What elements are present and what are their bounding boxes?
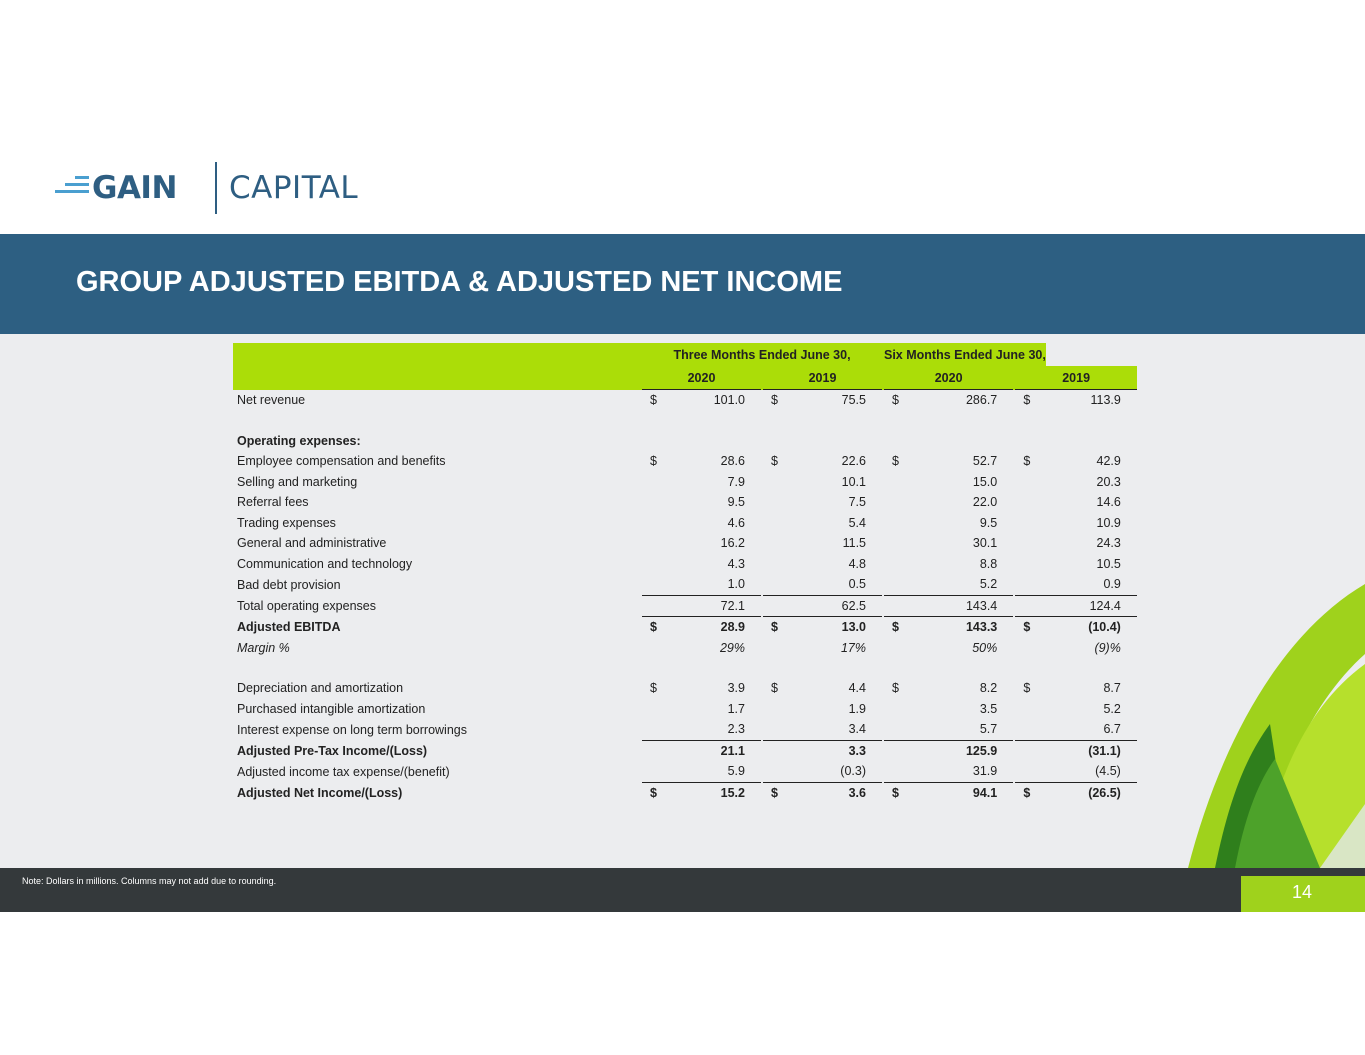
currency-symbol — [1015, 719, 1045, 740]
value-cell: 10.9 — [1096, 515, 1121, 530]
currency-symbol — [1015, 554, 1045, 575]
value-cell: 5.4 — [848, 515, 866, 530]
row-label: Selling and marketing — [237, 474, 358, 489]
currency-symbol — [884, 719, 914, 740]
currency-symbol: $ — [650, 681, 657, 696]
currency-symbol — [763, 472, 791, 493]
table-body — [233, 390, 1137, 804]
value-cell: (26.5) — [1088, 785, 1121, 800]
value-cell: 28.6 — [720, 454, 745, 469]
currency-symbol: $ — [771, 454, 778, 469]
currency-symbol — [1015, 638, 1045, 659]
value-cell: 1.9 — [848, 701, 866, 716]
currency-symbol: $ — [892, 393, 899, 408]
value-cell: 50% — [972, 640, 998, 655]
currency-symbol: $ — [1023, 620, 1031, 635]
currency-symbol — [1015, 595, 1045, 617]
value-cell: 8.8 — [979, 556, 998, 571]
currency-symbol — [1015, 699, 1045, 720]
currency-symbol: $ — [1023, 785, 1031, 800]
currency-symbol: $ — [650, 785, 657, 800]
table-row — [233, 390, 1137, 411]
row-label: Operating expenses: — [237, 433, 361, 448]
year-header: 2020 — [884, 366, 1013, 390]
spacer-row — [233, 411, 1137, 431]
currency-symbol — [1015, 431, 1045, 452]
value-cell: 5.7 — [914, 719, 1013, 740]
row-label: Margin % — [237, 640, 290, 655]
value-cell: 143.3 — [965, 620, 998, 635]
currency-symbol: $ — [771, 681, 778, 696]
currency-symbol — [642, 492, 670, 513]
value-cell: (4.5) — [1046, 761, 1137, 782]
row-label: Adjusted Pre-Tax Income/(Loss) — [237, 743, 428, 758]
value-cell: 3.3 — [848, 743, 866, 758]
value-cell: (10.4) — [1088, 620, 1121, 635]
table-row — [233, 574, 1137, 595]
currency-symbol — [642, 595, 670, 617]
currency-symbol: $ — [892, 620, 899, 635]
row-label: Employee compensation and benefits — [237, 454, 446, 469]
period-header-six-months: Six Months Ended June 30, — [884, 343, 1046, 366]
value-cell: 5.2 — [1103, 701, 1121, 716]
currency-symbol — [763, 638, 791, 659]
table-row — [233, 513, 1137, 534]
currency-symbol — [1015, 740, 1045, 761]
currency-symbol — [763, 574, 791, 595]
period-header-three-months: Three Months Ended June 30, — [642, 343, 882, 366]
page-title: GROUP ADJUSTED EBITDA & ADJUSTED NET INCOME — [76, 266, 843, 298]
value-cell: 4.4 — [848, 681, 866, 696]
value-cell: 3.6 — [848, 785, 866, 800]
currency-symbol — [763, 761, 791, 782]
currency-symbol — [763, 533, 791, 554]
value-cell: 8.2 — [979, 681, 998, 696]
value-cell: 8.7 — [1103, 681, 1121, 696]
value-cell: 15.0 — [972, 474, 998, 489]
page-number: 14 — [1292, 882, 1313, 902]
slide-header — [0, 144, 1365, 234]
value-cell: 113.9 — [1090, 393, 1121, 408]
value-cell: 125.9 — [965, 743, 998, 758]
footnote: Note: Dollars in millions. Columns may not add due to rounding. — [22, 876, 277, 886]
table-row — [233, 740, 1137, 761]
row-label: Depreciation and amortization — [237, 681, 404, 696]
value-cell: 24.3 — [1096, 536, 1121, 551]
value-cell: (9)% — [1094, 640, 1121, 655]
value-cell: 9.5 — [727, 495, 745, 510]
currency-symbol: $ — [892, 454, 899, 469]
currency-symbol — [763, 719, 791, 740]
value-cell: 7.9 — [727, 474, 745, 489]
table-row — [233, 699, 1137, 720]
table-header-years — [233, 366, 1137, 390]
currency-symbol: $ — [771, 620, 778, 635]
currency-symbol — [884, 472, 914, 493]
value-cell: 31.9 — [914, 761, 1013, 782]
row-label: Referral fees — [237, 495, 309, 510]
value-cell — [791, 431, 882, 452]
value-cell: 6.7 — [1046, 719, 1137, 740]
table-row — [233, 638, 1137, 659]
value-cell: 9.5 — [979, 515, 998, 530]
value-cell: 22.0 — [972, 495, 998, 510]
logo-divider — [215, 162, 217, 214]
value-cell: (31.1) — [1088, 743, 1121, 758]
value-cell: 42.9 — [1096, 454, 1121, 469]
row-label: Bad debt provision — [237, 577, 341, 592]
currency-symbol — [763, 699, 791, 720]
value-cell: 17% — [840, 640, 866, 655]
value-cell: 29% — [719, 640, 745, 655]
currency-symbol — [642, 554, 670, 575]
value-cell: 7.5 — [848, 495, 866, 510]
row-label: Interest expense on long term borrowings — [237, 722, 467, 737]
currency-symbol — [1015, 574, 1045, 595]
table-row — [233, 451, 1137, 472]
slide — [0, 144, 1365, 912]
table-header-periods — [233, 343, 1137, 366]
value-cell: 286.7 — [965, 393, 998, 408]
table-row — [233, 761, 1137, 782]
value-cell: 62.5 — [791, 595, 882, 617]
table-row — [233, 554, 1137, 575]
value-cell: 124.4 — [1046, 595, 1137, 617]
currency-symbol — [1015, 533, 1045, 554]
currency-symbol: $ — [892, 785, 899, 800]
currency-symbol: $ — [650, 454, 657, 469]
value-cell — [914, 431, 1013, 452]
currency-symbol — [763, 554, 791, 575]
currency-symbol — [884, 638, 914, 659]
currency-symbol: $ — [1023, 393, 1031, 408]
value-cell: 10.5 — [1096, 556, 1121, 571]
currency-symbol — [763, 595, 791, 617]
currency-symbol — [884, 574, 914, 595]
currency-symbol — [642, 574, 670, 595]
row-label: Total operating expenses — [237, 598, 376, 613]
currency-symbol — [763, 431, 791, 452]
currency-symbol — [763, 740, 791, 761]
table-row — [233, 431, 1137, 452]
value-cell: 14.6 — [1096, 495, 1121, 510]
currency-symbol — [642, 431, 670, 452]
currency-symbol — [884, 595, 914, 617]
title-bar — [0, 234, 1365, 334]
year-header: 2020 — [642, 366, 761, 390]
currency-symbol — [763, 513, 791, 534]
currency-symbol — [642, 740, 670, 761]
currency-symbol: $ — [892, 681, 899, 696]
value-cell: 5.9 — [670, 761, 761, 782]
gain-capital-logo — [55, 162, 415, 214]
value-cell: 72.1 — [670, 595, 761, 617]
logo-bars-icon — [55, 176, 89, 200]
currency-symbol — [642, 699, 670, 720]
value-cell: 3.9 — [727, 681, 745, 696]
currency-symbol — [884, 492, 914, 513]
currency-symbol — [1015, 761, 1045, 782]
value-cell: 4.6 — [727, 515, 745, 530]
value-cell: 21.1 — [720, 743, 745, 758]
value-cell: 94.1 — [972, 785, 998, 800]
value-cell: 4.3 — [727, 556, 745, 571]
financial-table — [233, 343, 1137, 803]
value-cell — [1046, 431, 1137, 452]
value-cell: 1.0 — [670, 574, 761, 595]
value-cell: 5.2 — [914, 574, 1013, 595]
value-cell: 28.9 — [720, 620, 745, 635]
currency-symbol: $ — [771, 393, 778, 408]
row-label: Purchased intangible amortization — [237, 701, 426, 716]
table-row — [233, 617, 1137, 638]
value-cell: 10.1 — [841, 474, 866, 489]
value-cell: 11.5 — [842, 536, 866, 551]
value-cell: 3.5 — [979, 701, 998, 716]
currency-symbol — [884, 431, 914, 452]
value-cell: 30.1 — [972, 536, 998, 551]
value-cell: 75.5 — [841, 393, 866, 408]
currency-symbol — [642, 513, 670, 534]
currency-symbol — [884, 513, 914, 534]
value-cell — [670, 431, 761, 452]
currency-symbol — [642, 638, 670, 659]
table-row — [233, 678, 1137, 699]
currency-symbol: $ — [771, 785, 778, 800]
decorative-arc-graphic — [1160, 544, 1365, 868]
value-cell: 4.8 — [848, 556, 866, 571]
row-label: Adjusted EBITDA — [237, 620, 341, 634]
value-cell: 13.0 — [841, 620, 866, 635]
currency-symbol: $ — [650, 620, 657, 635]
logo-capital-text: CAPITAL — [229, 170, 359, 206]
page-number-badge — [1241, 876, 1365, 912]
row-label: Trading expenses — [237, 515, 336, 530]
currency-symbol: $ — [1023, 681, 1031, 696]
currency-symbol — [1015, 472, 1045, 493]
value-cell: 0.9 — [1046, 574, 1137, 595]
table-row — [233, 492, 1137, 513]
value-cell: 143.4 — [914, 595, 1013, 617]
table-row — [233, 595, 1137, 617]
currency-symbol — [1015, 492, 1045, 513]
value-cell: 0.5 — [791, 574, 882, 595]
value-cell: (0.3) — [791, 761, 882, 782]
currency-symbol — [642, 719, 670, 740]
value-cell: 16.2 — [720, 536, 745, 551]
currency-symbol — [884, 740, 914, 761]
row-label: Communication and technology — [237, 556, 413, 571]
value-cell: 52.7 — [972, 454, 998, 469]
spacer-row — [233, 658, 1137, 678]
row-label: Net revenue — [237, 393, 306, 407]
value-cell: 3.4 — [791, 719, 882, 740]
value-cell: 1.7 — [727, 701, 745, 716]
currency-symbol: $ — [1023, 454, 1031, 469]
currency-symbol — [642, 533, 670, 554]
currency-symbol — [642, 472, 670, 493]
year-header: 2019 — [763, 366, 882, 390]
currency-symbol — [884, 554, 914, 575]
year-header: 2019 — [1015, 366, 1136, 390]
currency-symbol — [884, 533, 914, 554]
table-row — [233, 719, 1137, 740]
value-cell: 101.0 — [713, 393, 745, 408]
row-label: Adjusted income tax expense/(benefit) — [237, 764, 450, 779]
row-label: Adjusted Net Income/(Loss) — [237, 785, 403, 800]
currency-symbol — [642, 761, 670, 782]
row-label: General and administrative — [237, 536, 387, 551]
currency-symbol: $ — [650, 393, 657, 408]
footer-bar — [0, 868, 1365, 912]
value-cell: 2.3 — [670, 719, 761, 740]
value-cell: 20.3 — [1096, 474, 1121, 489]
table-row — [233, 472, 1137, 493]
logo-gain-text: GAIN — [92, 170, 177, 206]
value-cell: 15.2 — [720, 785, 745, 800]
value-cell: 22.6 — [841, 454, 866, 469]
table-row — [233, 533, 1137, 554]
currency-symbol — [884, 761, 914, 782]
currency-symbol — [884, 699, 914, 720]
currency-symbol — [763, 492, 791, 513]
table-row — [233, 782, 1137, 803]
currency-symbol — [1015, 513, 1045, 534]
